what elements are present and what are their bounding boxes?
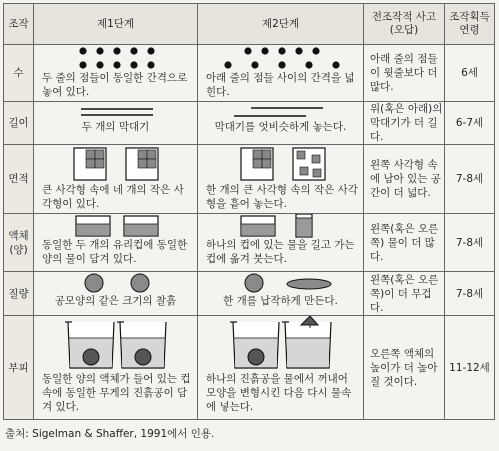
table-row-volume <box>4 316 495 420</box>
liquid-stage2-cell <box>198 214 364 272</box>
liquid-stage2-text: 하나의 컵에 있는 물을 길고 가는 컵에 옮겨 붓는다. <box>206 239 355 265</box>
liquid-stage1-cell <box>34 214 198 272</box>
length-stage2-text: 막대기를 엇비슷하게 놓는다. <box>214 121 347 133</box>
length-stage1-text: 두 개의 막대기 <box>81 121 150 133</box>
header-stage2: 제2단계 <box>198 4 364 45</box>
mass-stage2-cell <box>198 272 364 316</box>
volume-answer: 오른쪽 액체의 높이가 더 높아질 것이다. <box>364 316 445 420</box>
clay-balls-illustration <box>41 272 191 294</box>
number-stage1-text: 두 줄의 점들이 동일한 간격으로 놓여 있다. <box>42 72 188 98</box>
dots-equal-rows-illustration <box>41 45 191 71</box>
table-row-liquid <box>4 214 495 272</box>
table-header-row <box>4 4 495 45</box>
table-row-number <box>4 45 495 102</box>
category-mass: 질량 <box>4 272 34 316</box>
category-liquid: 액체(양) <box>4 214 34 272</box>
length-answer: 위(혹은 아래)의 막대기가 더 길다. <box>364 102 445 145</box>
dots-spread-row-illustration <box>206 45 356 71</box>
header-preoperational <box>364 4 445 45</box>
volume-stage1-cell <box>34 316 198 420</box>
category-number: 수 <box>4 45 34 102</box>
squares-clustered-illustration <box>41 145 191 183</box>
flattened-clay-illustration <box>206 272 356 294</box>
liquid-answer: 왼쪽(혹은 오른쪽) 물이 더 많다. <box>364 214 445 272</box>
number-answer: 아래 줄의 점들이 윗줄보다 더 많다. <box>364 45 445 102</box>
volume-stage2-text: 하나의 진흙공을 물에서 꺼내어 모양을 변형시킨 다음 다시 물속에 넣는다. <box>206 373 352 413</box>
mass-stage2-text: 한 개를 납작하게 만든다. <box>223 295 338 307</box>
category-area: 면적 <box>4 145 34 214</box>
number-stage2-text: 아래 줄의 점들 사이의 간격을 넓힌다. <box>206 72 355 98</box>
category-length: 길이 <box>4 102 34 145</box>
number-stage1-cell <box>34 45 198 102</box>
mass-age: 7-8세 <box>445 272 495 316</box>
length-stage1-cell <box>34 102 198 145</box>
number-age: 6세 <box>445 45 495 102</box>
volume-stage1-text: 동일한 양의 액체가 들어 있는 컵 속에 동일한 무게의 진흙공이 담겨 있다. <box>42 373 191 413</box>
source-citation: 출처: Sigelman & Shaffer, 1991에서 인용. <box>5 428 215 440</box>
table-row-mass <box>4 272 495 316</box>
equal-glasses-illustration <box>41 214 191 238</box>
header-task: 조작 <box>4 4 34 45</box>
volume-stage2-cell <box>198 316 364 420</box>
area-stage2-cell <box>198 145 364 214</box>
table-row-area <box>4 145 495 214</box>
length-stage2-cell <box>198 102 364 145</box>
header-preop-line2: (오답) <box>389 24 419 36</box>
volume-age: 11-12세 <box>445 316 495 420</box>
beakers-with-clay-balls-illustration <box>41 316 191 372</box>
header-age-line2: 연령 <box>459 24 480 36</box>
conservation-table-figure <box>3 3 494 441</box>
header-stage1: 제1단계 <box>34 4 198 45</box>
reshaped-clay-beakers-illustration <box>206 316 356 372</box>
number-stage2-cell <box>198 45 364 102</box>
table-row-length <box>4 102 495 145</box>
area-stage2-text: 한 개의 큰 사각형 속의 작은 사각형을 흩어 놓는다. <box>206 184 358 210</box>
area-stage1-cell <box>34 145 198 214</box>
area-stage1-text: 큰 사각형 속에 네 개의 작은 사각형이 있다. <box>42 184 184 210</box>
header-preop-line1: 전조작적 사고 <box>371 11 437 23</box>
mass-stage1-text: 공모양의 같은 크기의 찰흙 <box>54 295 177 307</box>
mass-answer: 왼쪽(혹은 오른쪽)이 더 무겁다. <box>364 272 445 316</box>
mass-stage1-cell <box>34 272 198 316</box>
liquid-age: 7-8세 <box>445 214 495 272</box>
area-answer: 왼쪽 사각형 속에 남아 있는 공간이 더 넓다. <box>364 145 445 214</box>
length-age: 6-7세 <box>445 102 495 145</box>
header-age-line1: 조작획득 <box>449 11 490 23</box>
liquid-stage1-text: 동일한 두 개의 유리컵에 동일한 양의 물이 담겨 있다. <box>42 239 188 265</box>
category-volume: 부피 <box>4 316 34 420</box>
header-age <box>445 4 495 45</box>
tall-thin-glass-illustration <box>206 214 356 238</box>
area-age: 7-8세 <box>445 145 495 214</box>
conservation-table <box>3 3 495 420</box>
sticks-aligned-illustration <box>41 102 191 120</box>
squares-scattered-illustration <box>206 145 356 183</box>
sticks-offset-illustration <box>206 102 356 120</box>
